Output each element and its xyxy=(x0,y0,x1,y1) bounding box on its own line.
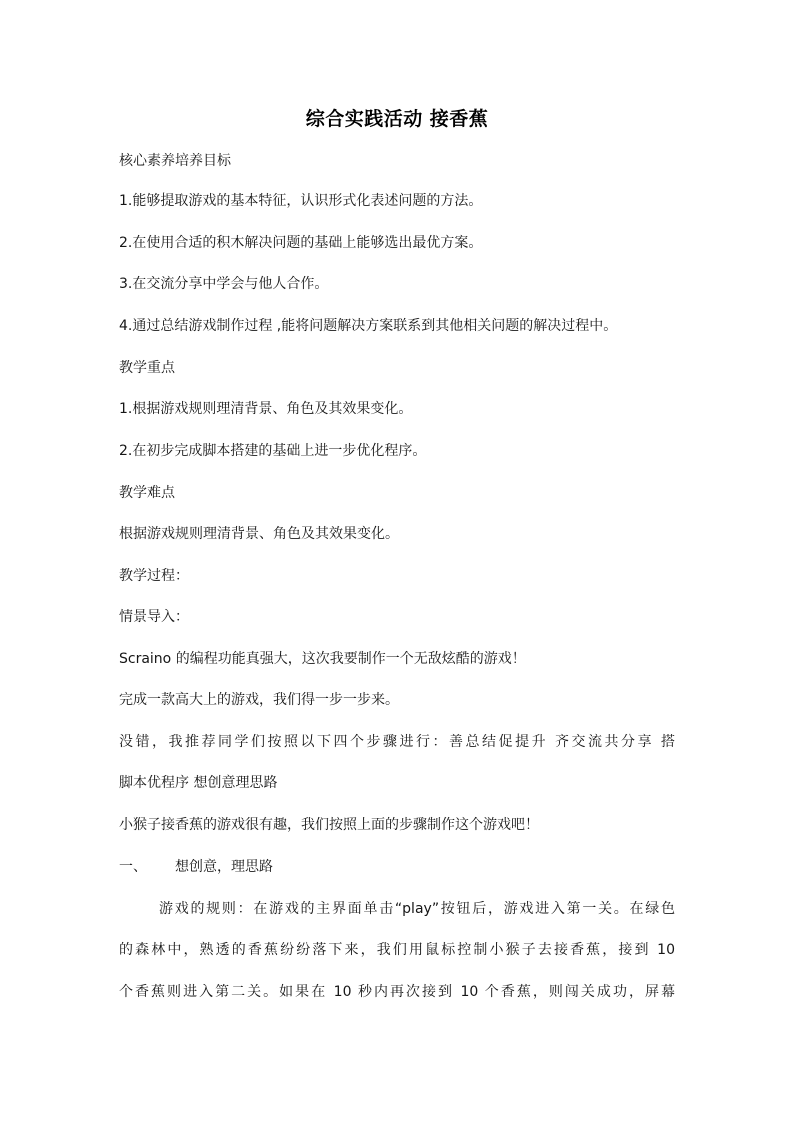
section-number: 一、 xyxy=(119,859,147,875)
paragraph-line: 个香蕉则进入第二关。如果在 10 秒内再次接到 10 个香蕉，则闯关成功，屏幕 xyxy=(119,984,675,1000)
text-line: 脚本优程序 想创意理思路 xyxy=(119,775,278,791)
section-title: 想创意，理思路 xyxy=(175,859,273,875)
text-line: 完成一款高大上的游戏，我们得一步一步来。 xyxy=(119,692,399,708)
section-heading: 情景导入： xyxy=(119,609,189,625)
page-title: 综合实践活动 接香蕉 xyxy=(305,108,489,130)
text-line: Scraino 的编程功能真强大，这次我要制作一个无敌炫酷的游戏！ xyxy=(119,651,526,667)
section-heading: 教学难点 xyxy=(119,485,175,501)
text-line: 2.在使用合适的积木解决问题的基础上能够选出最优方案。 xyxy=(119,235,483,251)
text-line: 小猴子接香蕉的游戏很有趣，我们按照上面的步骤制作这个游戏吧！ xyxy=(119,817,539,833)
text-line: 核心素养培养目标 xyxy=(119,153,231,169)
text-line: 2.在初步完成脚本搭建的基础上进一步优化程序。 xyxy=(119,443,427,459)
text-line: 1.能够提取游戏的基本特征，认识形式化表述问题的方法。 xyxy=(119,193,483,209)
text-line: 1.根据游戏规则理清背景、角色及其效果变化。 xyxy=(119,401,413,417)
section-one-heading xyxy=(119,856,273,876)
text-line: 根据游戏规则理清背景、角色及其效果变化。 xyxy=(119,526,399,542)
text-line: 没错，我推荐同学们按照以下四个步骤进行：善总结促提升 齐交流共分享 搭 xyxy=(119,734,675,750)
text-line: 4.通过总结游戏制作过程 ,能将问题解决方案联系到其他相关问题的解决过程中。 xyxy=(119,318,618,334)
paragraph-line: 游戏的规则：在游戏的主界面单击“play”按钮后，游戏进入第一关。在绿色 xyxy=(159,901,675,917)
paragraph-line: 的森林中，熟透的香蕉纷纷落下来，我们用鼠标控制小猴子去接香蕉，接到 10 xyxy=(119,942,675,958)
section-heading: 教学重点 xyxy=(119,360,175,376)
text-line: 3.在交流分享中学会与他人合作。 xyxy=(119,276,329,292)
section-heading: 教学过程： xyxy=(119,568,189,584)
